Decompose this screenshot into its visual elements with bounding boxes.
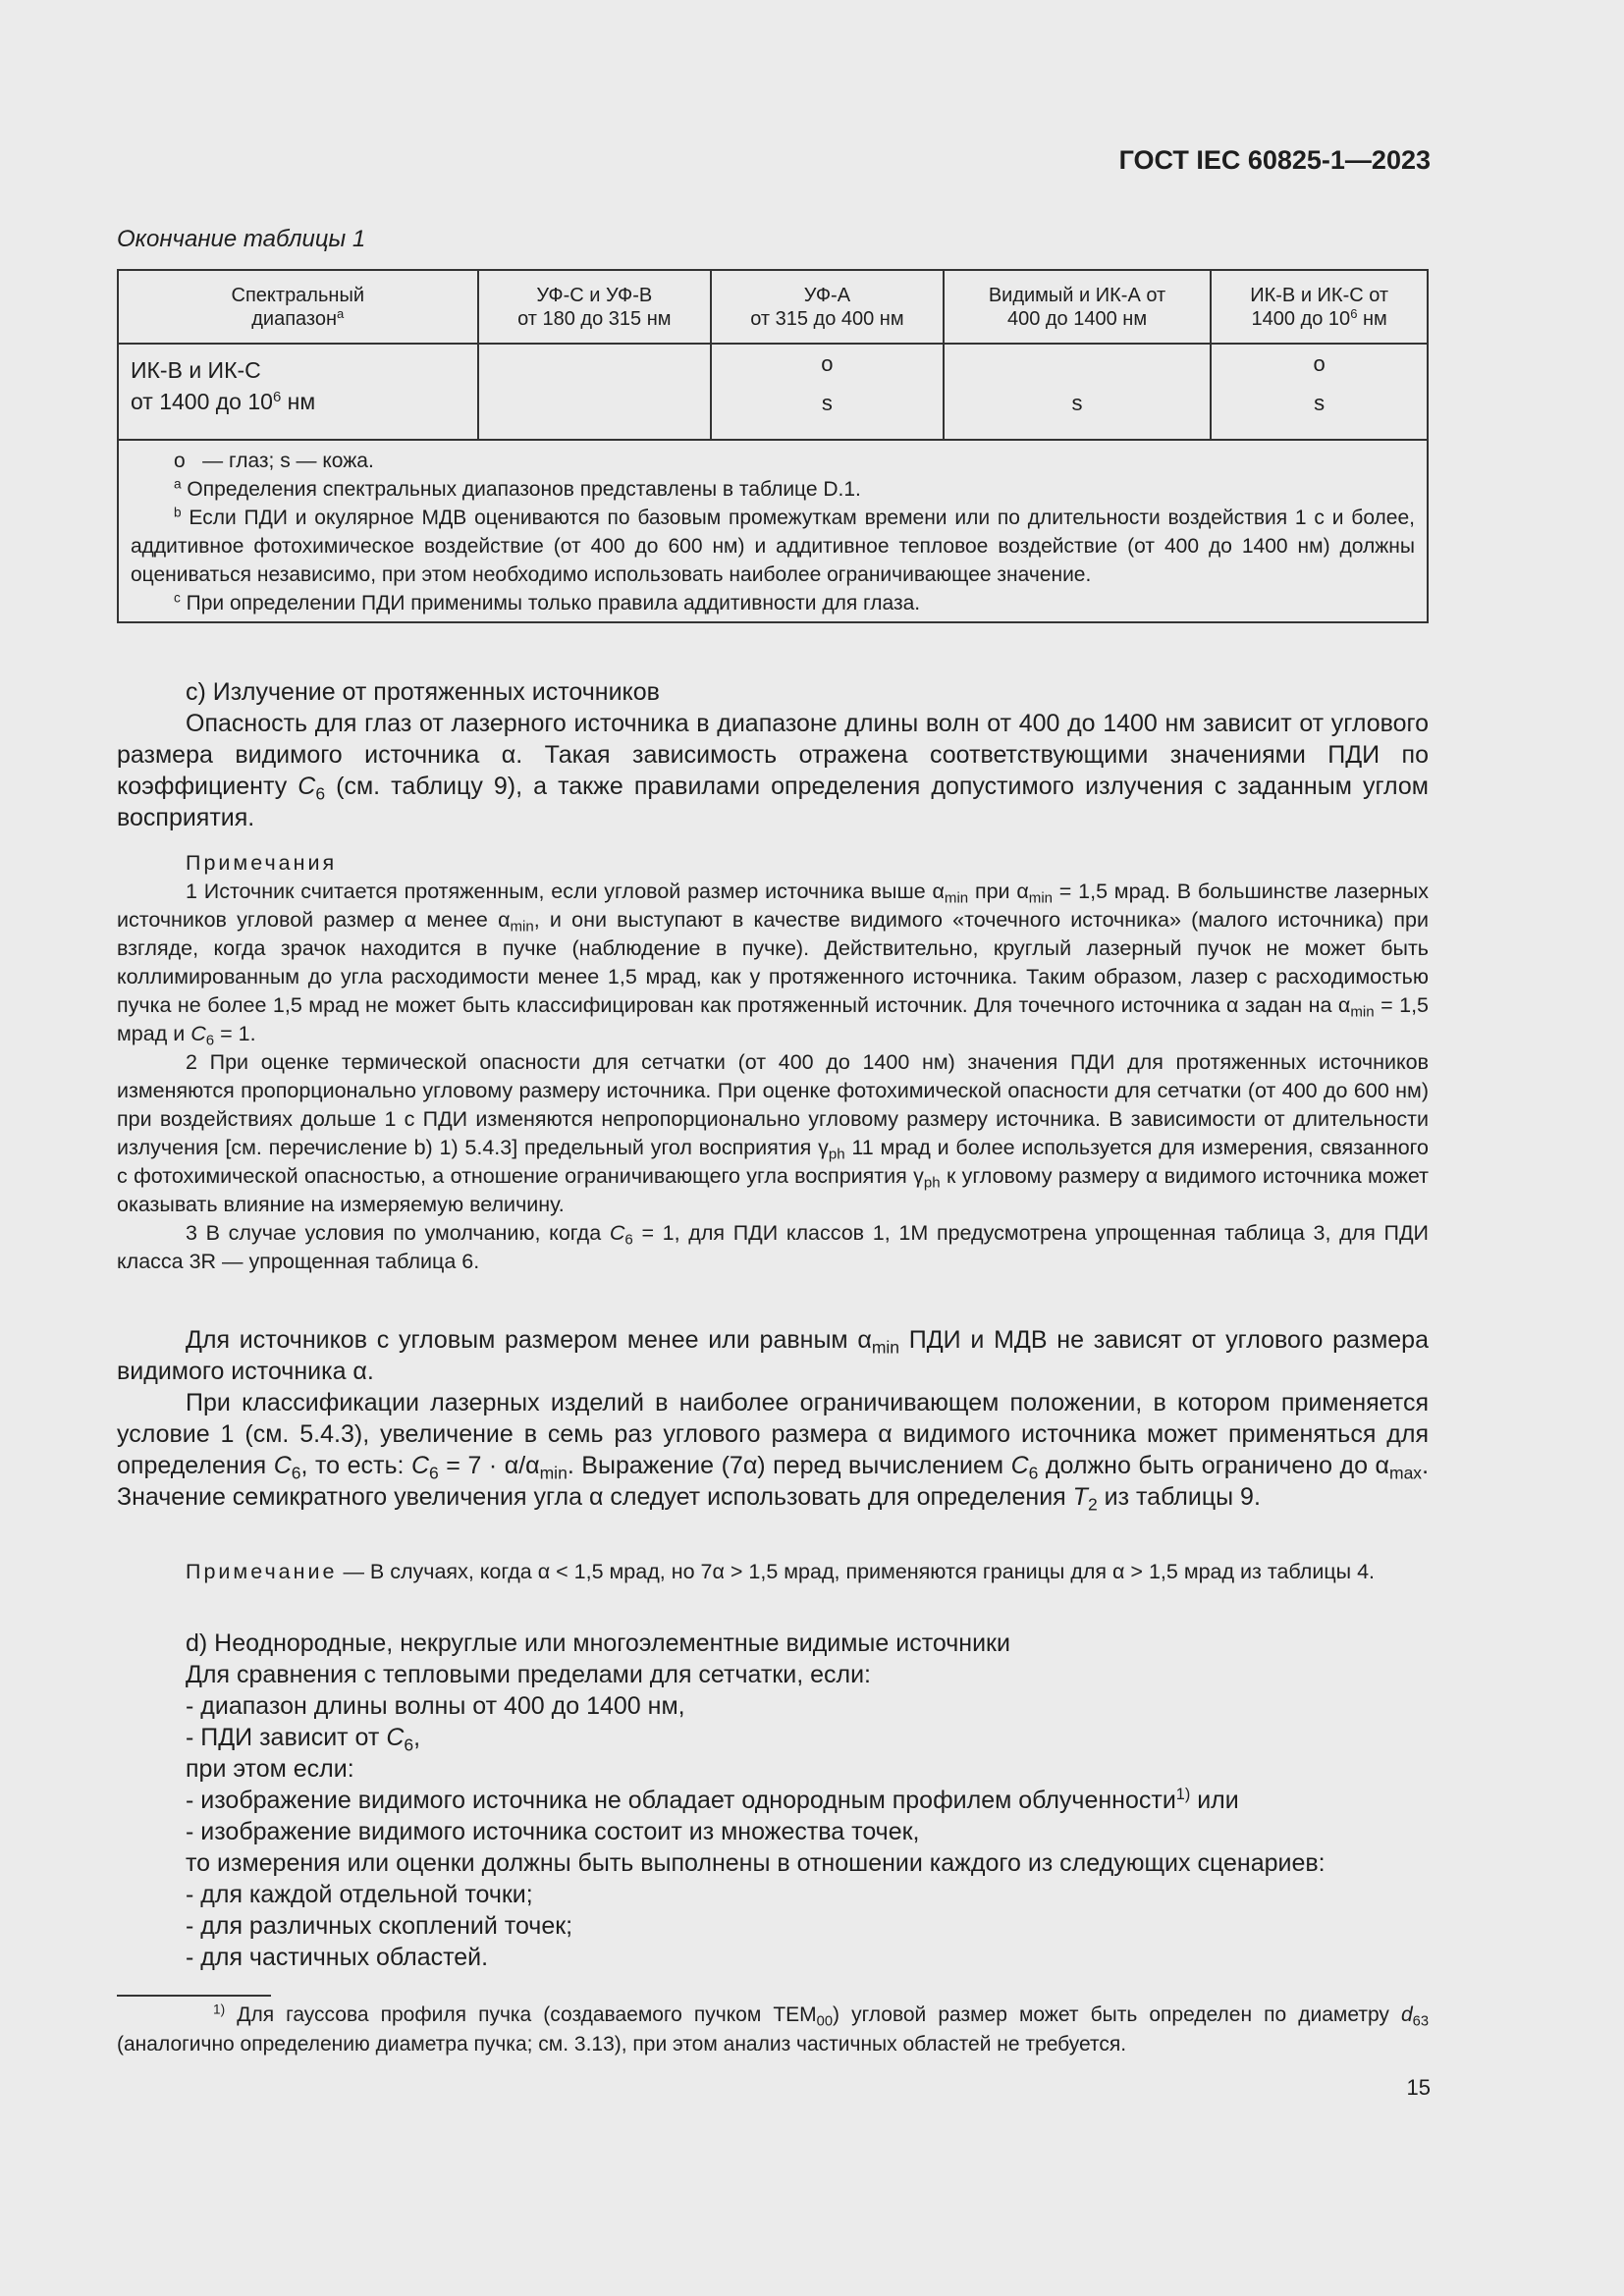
document-header: ГОСТ IEC 60825-1—2023 bbox=[1118, 145, 1431, 175]
page-number: 15 bbox=[1406, 2075, 1431, 2100]
notes-block bbox=[117, 849, 1429, 1276]
table-note-legend: o — глаз; s — кожа. bbox=[174, 450, 374, 472]
table-notes-row bbox=[118, 440, 1428, 622]
table-note-c: $^c$ При определении ПДИ применимы только правила аддитивности для глаза. bbox=[174, 590, 921, 614]
section-d-heading: d) Неоднородные, некруглые или многоэлементные видимые источники bbox=[186, 1629, 1010, 1657]
footnote: $^{1)}$ Для гауссова профиля пучка (создаваемого пучком $TEM_{00}$) угловой размер может быть определен по диаметру $d_{63}$ (аналогично определению диаметра пучка; см. 3.13), при этом анализ частичных областей не требуется. bbox=[117, 2002, 1430, 2056]
section-c-heading: c) Излучение от протяженных источников bbox=[186, 678, 660, 706]
main-paragraphs bbox=[117, 1324, 1429, 1513]
single-note-label: Примечание bbox=[186, 1560, 338, 1583]
footnote-separator bbox=[117, 1995, 271, 1997]
table-header-row bbox=[118, 270, 1428, 344]
cell-visible-ira: s bbox=[944, 344, 1212, 440]
note-2: 2 При оценке термической опасности для сетчатки (от 400 до 1400 нм) значения ПДИ для протяженных источников изменяются пропорционально угловому размеру источника. При оценке фотохимической опасности для сетчатки (от 400 до 600 нм) при воздействиях дольше 1 с ПДИ изменяются непропорционально угловому размеру источника. В зависимости от длительности излучения [см. перечисление b) 1) 5.4.3] предельный угол восприятия $\gamma_{ph}$ 11 мрад и более используется для измерения, связанного с фотохимической опасностью, а отношение ограничивающего угла восприятия $\gamma_{ph}$ к угловому размеру α видимого источника может оказывать влияние на измеряемую величину. bbox=[117, 1050, 1430, 1216]
single-note-text: — В случаях, когда α < 1,5 мрад, но 7α > 1,5 мрад, применяются границы для α > 1,5 мрад из таблицы 4. bbox=[343, 1560, 1376, 1583]
section-d-line-8: - для каждой отдельной точки; bbox=[186, 1881, 533, 1908]
section-d-line-2: - диапазон длины волны от 400 до 1400 нм, bbox=[186, 1692, 685, 1720]
header-visible-ira: Видимый и ИК-А от 400 до 1400 нм bbox=[944, 270, 1212, 344]
paragraph-classification: При классификации лазерных изделий в наиболее ограничивающем положении, в котором применяется условие 1 (см. 5.4.3), увеличение в семь раз углового размера α видимого источника может применяться для определения $C_6$, то есть: $C_6 = 7 \cdot \alpha/\alpha_{min}$. Выражение (7α) перед вычислением $C_6$ должно быть ограничено до $\alpha_{max}$. Значение семикратного увеличения угла α следует использовать для определения $T_2$ из таблицы 9. bbox=[117, 1389, 1430, 1515]
section-d-line-3: - ПДИ зависит от $C_6$, bbox=[186, 1724, 421, 1755]
row-label-line1: ИК-В и ИК-С bbox=[131, 357, 261, 383]
section-d-line-6: - изображение видимого источника состоит из множества точек, bbox=[186, 1818, 920, 1845]
section-d-line-1: Для сравнения с тепловыми пределами для сетчатки, если: bbox=[186, 1661, 871, 1688]
header-irb-irc: ИК-В и ИК-С от 1400 до $10^6$ нм bbox=[1211, 270, 1428, 344]
table-note-a: $^a$ Определения спектральных диапазонов представлены в таблице D.1. bbox=[174, 476, 861, 501]
section-c bbox=[117, 676, 1429, 833]
section-d-line-4: при этом если: bbox=[186, 1755, 354, 1783]
cell-uvc-uvb bbox=[478, 344, 712, 440]
header-uva: УФ-А от 315 до 400 нм bbox=[711, 270, 944, 344]
section-d-line-7: то измерения или оценки должны быть выполнены в отношении каждого из следующих сценариев: bbox=[186, 1849, 1326, 1877]
section-d-line-5: - изображение видимого источника не обладает однородным профилем облученности$^{1)}$ или bbox=[186, 1786, 1239, 1814]
spectral-table bbox=[117, 269, 1429, 623]
header-uvc-uvb: УФ-С и УФ-В от 180 до 315 нм bbox=[478, 270, 712, 344]
note-1: 1 Источник считается протяженным, если угловой размер источника выше $\alpha_{min}$ при $\alpha_{min} = 1,5$ мрад. В большинстве лазерных источников угловой размер α менее $\alpha_{min}$, и они выступают в качестве видимого «точечного источника» (малого источника) при взгляде, когда зрачок находится в пучке (наблюдение в пучке). Действительно, круглый лазерный пучок не может быть коллимированным до угла расходимости менее 1,5 мрад, как у протяженного источника. Таким образом, лазер с расходимостью пучка не более 1,5 мрад не может быть классифицирован как протяженный источник. Для точечного источника α задан на $\alpha_{min} = 1,5$ мрад и $C_6 = 1$. bbox=[117, 880, 1429, 1049]
notes-title: Примечания bbox=[186, 851, 338, 875]
cell-irb-irc: o s bbox=[1211, 344, 1428, 440]
table-notes bbox=[118, 440, 1428, 622]
cell-uva: o s bbox=[711, 344, 944, 440]
table-note-b: $^b$ Если ПДИ и окулярное МДВ оцениваются по базовым промежуткам времени или по длительности воздействия 1 с и более, аддитивное фотохимическое воздействие (от 400 до 600 нм) и аддитивное тепловое воздействие (от 400 до 1400 нм) должны оцениваться независимо, при этом необходимо использовать наиболее ограничивающее значение. bbox=[131, 505, 1415, 586]
table-caption: Окончание таблицы 1 bbox=[117, 226, 366, 252]
section-d-line-10: - для частичных областей. bbox=[186, 1944, 489, 1971]
note-3: 3 В случае условия по умолчанию, когда $C_6 = 1$, для ПДИ классов 1, 1М предусмотрена упрощенная таблица 3, для ПДИ класса 3R — упрощенная таблица 6. bbox=[117, 1221, 1429, 1273]
section-d-line-9: - для различных скоплений точек; bbox=[186, 1912, 573, 1940]
row-label: ИК-В и ИК-С от 1400 до $10^6$ нм bbox=[118, 344, 478, 440]
paragraph-alpha-min: Для источников с угловым размером менее или равным $\alpha_{min}$ ПДИ и МДВ не зависят от углового размера видимого источника α. bbox=[117, 1326, 1429, 1385]
single-note bbox=[117, 1558, 1429, 1586]
header-spectral-range: Спектральный диапазон$^a$ bbox=[118, 270, 478, 344]
section-c-paragraph: Опасность для глаз от лазерного источника в диапазоне длины волн от 400 до 1400 нм зависит от углового размера видимого источника α. Такая зависимость отражена соответствующими значениями ПДИ по коэффициенту $C_6$ (см. таблицу 9), а также правилами определения допустимого излучения с заданным углом восприятия. bbox=[117, 710, 1429, 831]
section-d bbox=[117, 1628, 1429, 1973]
table-row bbox=[118, 344, 1428, 440]
